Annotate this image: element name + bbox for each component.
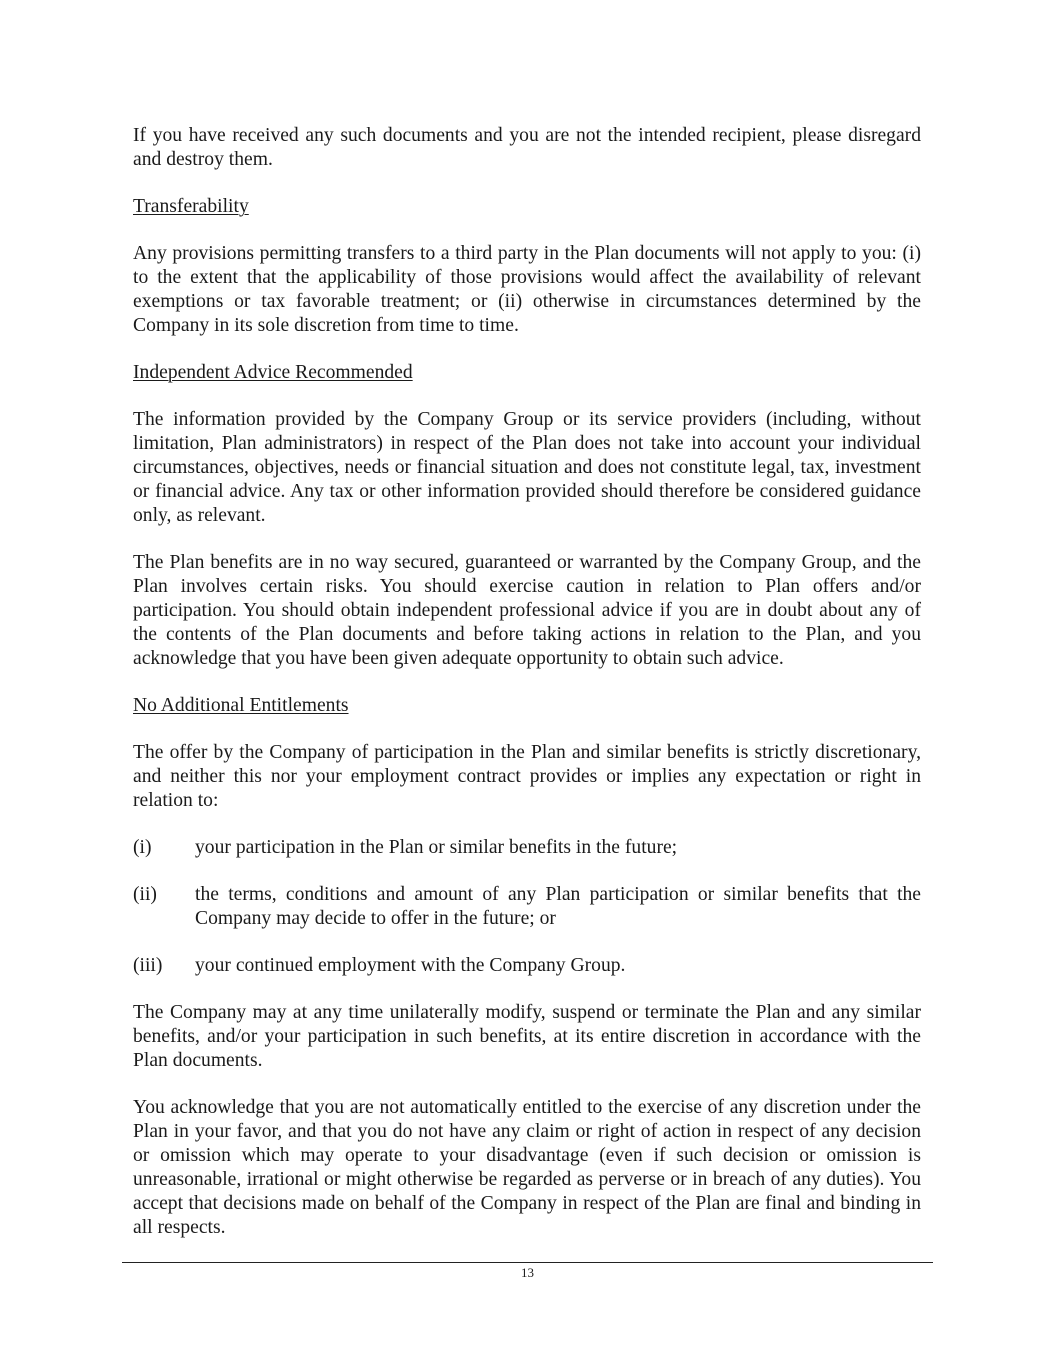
list-item [133, 954, 921, 978]
heading-transferability: Transferability [133, 196, 249, 217]
paragraph-modify-suspend-terminate: The Company may at any time unilaterally modify, suspend or terminate the Plan and any similar benefits, and/or your participation in such benefits, at its entire discretion in accordance with the Plan documents. [133, 1002, 921, 1071]
list-marker: (i) [133, 837, 152, 858]
list-marker: (ii) [133, 884, 157, 905]
document-body [133, 124, 921, 1263]
list-item-text: your continued employment with the Company Group. [195, 955, 626, 976]
list-item [133, 883, 921, 931]
list-item [133, 836, 921, 860]
heading-no-additional-entitlements: No Additional Entitlements [133, 695, 349, 716]
heading-independent-advice: Independent Advice Recommended [133, 362, 413, 383]
list-item-text: your participation in the Plan or similar benefits in the future; [195, 837, 678, 858]
footer-divider [122, 1262, 933, 1263]
list-marker: (iii) [133, 955, 163, 976]
page-number: 13 [521, 1265, 534, 1280]
paragraph-no-automatic-entitlement: You acknowledge that you are not automatically entitled to the exercise of any discretion under the Plan in your favor, and that you do not have any claim or right of action in respect of any decision or omission which may operate to your disadvantage (even if such decision or omission is unreasonable, irrational or might otherwise be regarded as perverse or in breach of any duties). You accept that decisions made on behalf of the Company in respect of the Plan are final and binding in all respects. [133, 1097, 921, 1238]
list-item-text: the terms, conditions and amount of any Plan participation or similar benefits that the Company may decide to offer in the future; or [195, 884, 921, 929]
paragraph-transferability: Any provisions permitting transfers to a third party in the Plan documents will not apply to you: (i) to the extent that the applicability of those provisions would affect the availability of relevant exemptions or tax favorable treatment; or (ii) otherwise in circumstances determined by the Company in its sole discretion from time to time. [133, 243, 921, 336]
paragraph-offer-discretionary: The offer by the Company of participation in the Plan and similar benefits is strictly discretionary, and neither this nor your employment contract provides or implies any expectation or right in relation to: [133, 742, 921, 811]
paragraph-plan-benefits-risks: The Plan benefits are in no way secured, guaranteed or warranted by the Company Group, and the Plan involves certain risks. You should exercise caution in relation to Plan offers and/or participation. You should obtain independent professional advice if you are in doubt about any of the contents of the Plan documents and before taking actions in relation to the Plan, and you acknowledge that you have been given adequate opportunity to obtain such advice. [133, 552, 921, 669]
paragraph-information-provided: The information provided by the Company Group or its service providers (including, without limitation, Plan administrators) in respect of the Plan does not take into account your individual circumstances, objectives, needs or financial situation and does not constitute legal, tax, investment or financial advice. Any tax or other information provided should therefore be considered guidance only, as relevant. [133, 409, 921, 526]
paragraph-disregard-documents: If you have received any such documents and you are not the intended recipient, please disregard and destroy them. [133, 125, 921, 170]
